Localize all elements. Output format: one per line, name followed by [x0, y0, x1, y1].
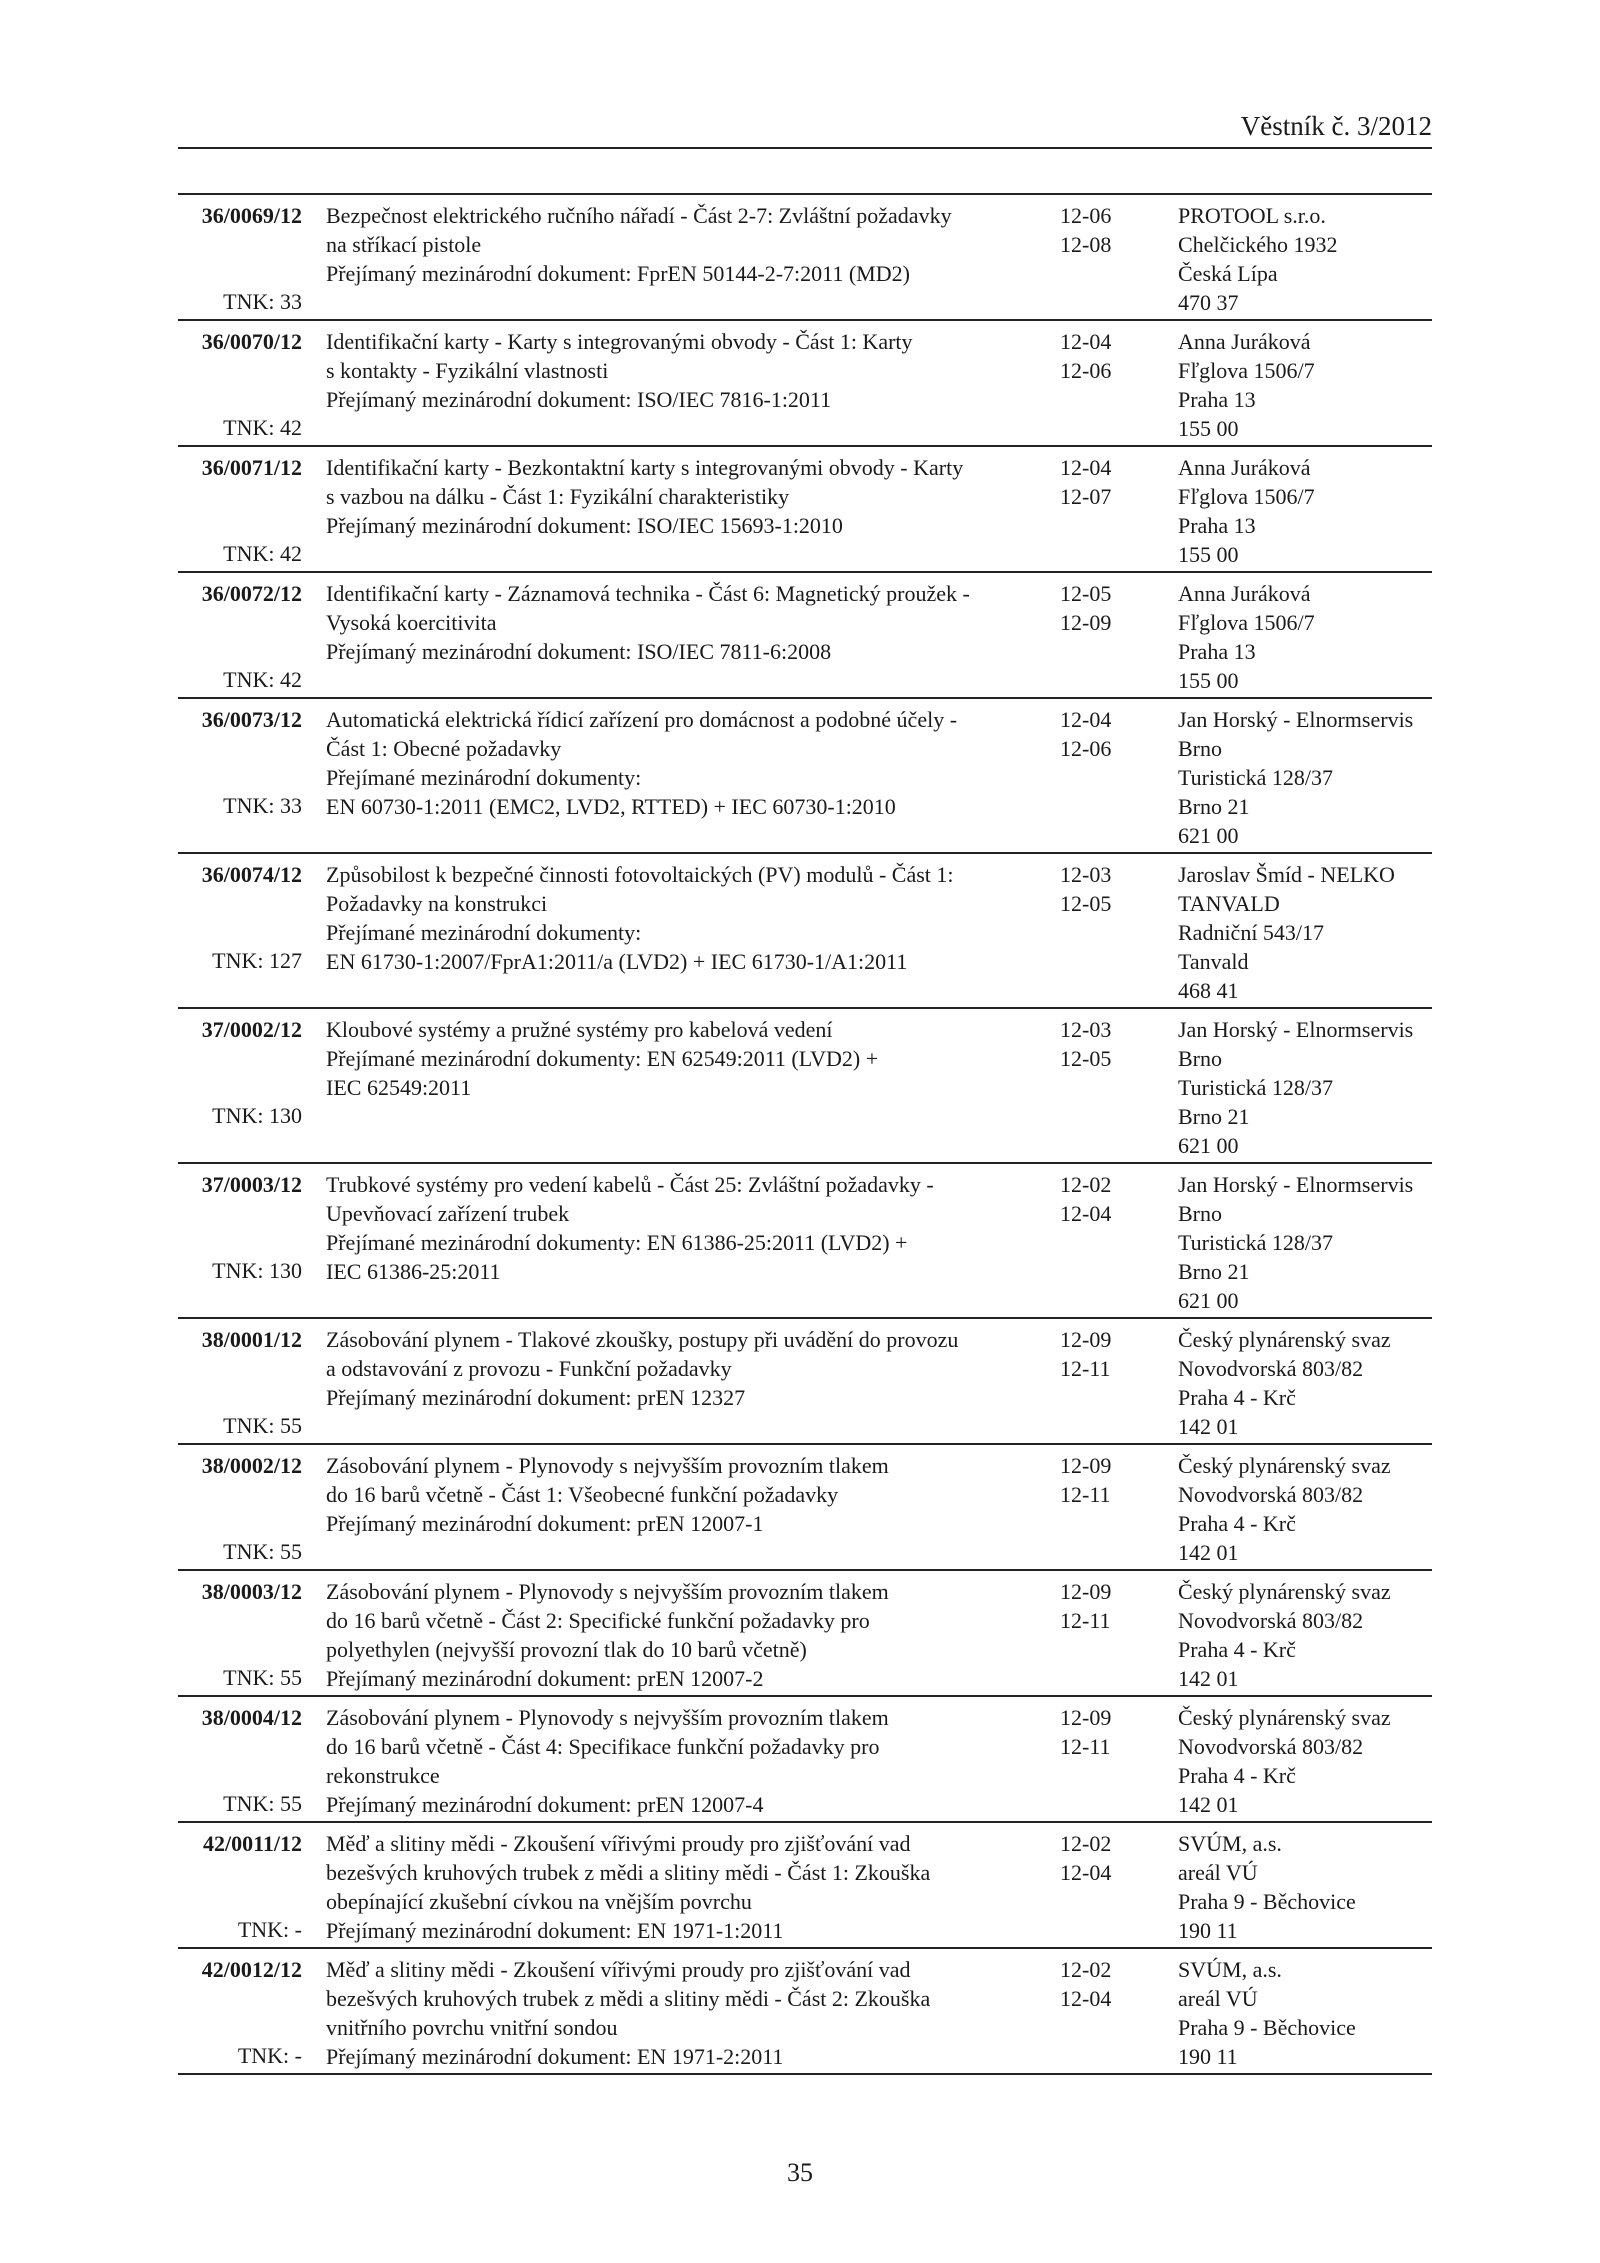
title-line: EN 60730-1:2011 (EMC2, LVD2, RTTED) + IEC 60730-1:2010 — [326, 794, 896, 819]
standard-title — [326, 453, 1066, 540]
tnk-label: TNK: - — [237, 1917, 302, 1942]
title-line: Přejímané mezinárodní dokumenty: — [326, 765, 642, 790]
contact-line: 621 00 — [1178, 1288, 1239, 1313]
standard-title — [326, 1829, 1066, 1945]
title-line: Zásobování plynem - Plynovody s nejvyšším provozním tlakem — [326, 1579, 889, 1604]
processor-contact — [1178, 705, 1432, 850]
date-line: 12-11 — [1060, 1734, 1111, 1759]
title-line: Zásobování plynem - Plynovody s nejvyšším provozním tlakem — [326, 1453, 889, 1478]
document-number: 38/0003/12 — [201, 1579, 302, 1604]
date-line: 12-04 — [1060, 707, 1112, 732]
title-line: Automatická elektrická řídicí zařízení pro domácnost a podobné účely - — [326, 707, 958, 732]
comment-dates — [1060, 1325, 1130, 1383]
standard-title — [326, 1170, 1066, 1286]
title-line: Přejímaný mezinárodní dokument: prEN 12007-1 — [326, 1511, 764, 1536]
standard-title — [326, 327, 1066, 414]
contact-line: PROTOOL s.r.o. — [1178, 203, 1326, 228]
contact-line: 155 00 — [1178, 542, 1239, 567]
date-line: 12-11 — [1060, 1608, 1111, 1633]
tnk-label: TNK: 130 — [212, 1103, 302, 1128]
document-number: 38/0001/12 — [201, 1327, 302, 1352]
table-row — [178, 1697, 1432, 1823]
contact-line: Turistická 128/37 — [1178, 1230, 1334, 1255]
tnk-label: TNK: - — [237, 2043, 302, 2068]
date-line: 12-09 — [1060, 1453, 1112, 1478]
contact-line: Fľglova 1506/7 — [1178, 358, 1315, 383]
date-line: 12-04 — [1060, 329, 1112, 354]
contact-line: 470 37 — [1178, 290, 1239, 315]
contact-line: Radniční 543/17 — [1178, 920, 1325, 945]
contact-line: Praha 13 — [1178, 639, 1256, 664]
title-line: Přejímaný mezinárodní dokument: prEN 12007-4 — [326, 1792, 764, 1817]
table-row — [178, 1164, 1432, 1319]
table-row — [178, 321, 1432, 447]
date-line: 12-08 — [1060, 232, 1112, 257]
document-number: 37/0003/12 — [201, 1172, 302, 1197]
journal-title: Věstník č. 3/2012 — [1240, 111, 1432, 141]
document-number: 36/0071/12 — [201, 455, 302, 480]
title-line: s vazbou na dálku - Část 1: Fyzikální charakteristiky — [326, 484, 790, 509]
date-line: 12-02 — [1060, 1831, 1112, 1856]
contact-line: Praha 4 - Krč — [1178, 1511, 1296, 1536]
comment-dates — [1060, 1015, 1130, 1073]
contact-line: Novodvorská 803/82 — [1178, 1482, 1364, 1507]
date-line: 12-06 — [1060, 203, 1112, 228]
comment-dates — [1060, 1451, 1130, 1509]
contact-line: Jan Horský - Elnormservis — [1178, 707, 1414, 732]
title-line: s kontakty - Fyzikální vlastnosti — [326, 358, 609, 383]
contact-line: 468 41 — [1178, 978, 1239, 1003]
comment-dates — [1060, 453, 1130, 511]
date-line: 12-03 — [1060, 862, 1112, 887]
date-line: 12-11 — [1060, 1482, 1111, 1507]
contact-line: Novodvorská 803/82 — [1178, 1356, 1364, 1381]
table-row — [178, 1319, 1432, 1445]
title-line: Přejímaný mezinárodní dokument: EN 1971-1:2011 — [326, 1918, 784, 1943]
date-line: 12-06 — [1060, 358, 1112, 383]
document-number: 36/0069/12 — [201, 203, 302, 228]
date-line: 12-04 — [1060, 1201, 1112, 1226]
processor-contact — [1178, 1703, 1432, 1819]
tnk-label: TNK: 55 — [223, 1791, 302, 1816]
standard-title — [326, 705, 1066, 821]
title-line: do 16 barů včetně - Část 4: Specifikace funkční požadavky pro — [326, 1734, 880, 1759]
title-line: a odstavování z provozu - Funkční požadavky — [326, 1356, 732, 1381]
contact-line: 155 00 — [1178, 668, 1239, 693]
document-number: 37/0002/12 — [201, 1017, 302, 1042]
contact-line: Brno — [1178, 1201, 1222, 1226]
table-row — [178, 1823, 1432, 1949]
title-line: Přejímaný mezinárodní dokument: EN 1971-2:2011 — [326, 2044, 784, 2069]
contact-line: Anna Juráková — [1178, 455, 1311, 480]
contact-line: Turistická 128/37 — [1178, 765, 1334, 790]
document-number: 36/0070/12 — [201, 329, 302, 354]
standard-title — [326, 579, 1066, 666]
contact-line: 190 11 — [1178, 2044, 1238, 2069]
contact-line: Praha 13 — [1178, 387, 1256, 412]
title-line: Přejímaný mezinárodní dokument: ISO/IEC 7816-1:2011 — [326, 387, 832, 412]
contact-line: Praha 4 - Krč — [1178, 1763, 1296, 1788]
date-line: 12-02 — [1060, 1957, 1112, 1982]
title-line: bezešvých kruhových trubek z mědi a slitiny mědi - Část 2: Zkouška — [326, 1986, 931, 2011]
date-line: 12-05 — [1060, 581, 1112, 606]
tnk-label: TNK: 55 — [223, 1539, 302, 1564]
title-line: polyethylen (nejvyšší provozní tlak do 10 barů včetně) — [326, 1637, 807, 1662]
title-line: Identifikační karty - Karty s integrovanými obvody - Část 1: Karty — [326, 329, 913, 354]
page-header — [178, 105, 1432, 149]
processor-contact — [1178, 327, 1432, 443]
date-line: 12-05 — [1060, 891, 1112, 916]
contact-line: Praha 4 - Krč — [1178, 1637, 1296, 1662]
processor-contact — [1178, 1170, 1432, 1315]
title-line: Přejímaný mezinárodní dokument: prEN 12007-2 — [326, 1666, 764, 1691]
date-line: 12-06 — [1060, 736, 1112, 761]
contact-line: Fľglova 1506/7 — [1178, 484, 1315, 509]
title-line: bezešvých kruhových trubek z mědi a slitiny mědi - Část 1: Zkouška — [326, 1860, 931, 1885]
contact-line: Praha 9 - Běchovice — [1178, 1889, 1356, 1914]
contact-line: Tanvald — [1178, 949, 1249, 974]
standard-title — [326, 1577, 1066, 1693]
processor-contact — [1178, 1451, 1432, 1567]
document-number: 36/0074/12 — [201, 862, 302, 887]
title-line: Bezpečnost elektrického ručního nářadí - Část 2-7: Zvláštní požadavky — [326, 203, 952, 228]
contact-line: Český plynárenský svaz — [1178, 1705, 1391, 1730]
contact-line: Fľglova 1506/7 — [1178, 610, 1315, 635]
date-line: 12-09 — [1060, 1705, 1112, 1730]
contact-line: Brno — [1178, 1046, 1222, 1071]
standard-title — [326, 860, 1066, 976]
title-line: na stříkací pistole — [326, 232, 482, 257]
standard-title — [326, 201, 1066, 288]
title-line: Identifikační karty - Záznamová technika - Část 6: Magnetický proužek - — [326, 581, 970, 606]
title-line: Část 1: Obecné požadavky — [326, 736, 562, 761]
contact-line: Brno — [1178, 736, 1222, 761]
document-number: 36/0072/12 — [201, 581, 302, 606]
comment-dates — [1060, 705, 1130, 763]
document-number: 38/0002/12 — [201, 1453, 302, 1478]
page-number: 35 — [787, 2158, 813, 2187]
contact-line: 190 11 — [1178, 1918, 1238, 1943]
title-line: Upevňovací zařízení trubek — [326, 1201, 570, 1226]
table-row — [178, 854, 1432, 1009]
table-row — [178, 699, 1432, 854]
tnk-label: TNK: 130 — [212, 1258, 302, 1283]
standard-title — [326, 1955, 1066, 2071]
processor-contact — [1178, 201, 1432, 317]
tnk-label: TNK: 55 — [223, 1665, 302, 1690]
title-line: Trubkové systémy pro vedení kabelů - Část 25: Zvláštní požadavky - — [326, 1172, 934, 1197]
table-row — [178, 195, 1432, 321]
date-line: 12-04 — [1060, 1860, 1112, 1885]
tnk-label: TNK: 42 — [223, 667, 302, 692]
date-line: 12-09 — [1060, 610, 1112, 635]
contact-line: Anna Juráková — [1178, 329, 1311, 354]
table-row — [178, 447, 1432, 573]
title-line: rekonstrukce — [326, 1763, 440, 1788]
contact-line: Novodvorská 803/82 — [1178, 1734, 1364, 1759]
date-line: 12-05 — [1060, 1046, 1112, 1071]
contact-line: Česká Lípa — [1178, 261, 1278, 286]
contact-line: SVÚM, a.s. — [1178, 1831, 1282, 1856]
contact-line: 142 01 — [1178, 1792, 1239, 1817]
title-line: do 16 barů včetně - Část 2: Specifické funkční požadavky pro — [326, 1608, 870, 1633]
contact-line: Turistická 128/37 — [1178, 1075, 1334, 1100]
date-line: 12-07 — [1060, 484, 1112, 509]
contact-line: Český plynárenský svaz — [1178, 1579, 1391, 1604]
processor-contact — [1178, 579, 1432, 695]
contact-line: Anna Juráková — [1178, 581, 1311, 606]
title-line: Přejímaný mezinárodní dokument: ISO/IEC 7811-6:2008 — [326, 639, 832, 664]
contact-line: 142 01 — [1178, 1414, 1239, 1439]
contact-line: TANVALD — [1178, 891, 1280, 916]
title-line: Přejímaný mezinárodní dokument: prEN 12327 — [326, 1385, 746, 1410]
contact-line: Český plynárenský svaz — [1178, 1453, 1391, 1478]
title-line: Měď a slitiny mědi - Zkoušení vířivými proudy pro zjišťování vad — [326, 1831, 911, 1856]
contact-line: 155 00 — [1178, 416, 1239, 441]
contact-line: Jan Horský - Elnormservis — [1178, 1017, 1414, 1042]
contact-line: Jan Horský - Elnormservis — [1178, 1172, 1414, 1197]
date-line: 12-02 — [1060, 1172, 1112, 1197]
title-line: EN 61730-1:2007/FprA1:2011/a (LVD2) + IEC 61730-1/A1:2011 — [326, 949, 908, 974]
comment-dates — [1060, 1829, 1130, 1887]
processor-contact — [1178, 1829, 1432, 1945]
processor-contact — [1178, 453, 1432, 569]
contact-line: 142 01 — [1178, 1666, 1239, 1691]
table-row — [178, 1571, 1432, 1697]
tnk-label: TNK: 55 — [223, 1413, 302, 1438]
processor-contact — [1178, 1015, 1432, 1160]
processor-contact — [1178, 1325, 1432, 1441]
title-line: Vysoká koercitivita — [326, 610, 497, 635]
processor-contact — [1178, 860, 1432, 1005]
comment-dates — [1060, 579, 1130, 637]
title-line: Přejímané mezinárodní dokumenty: — [326, 920, 642, 945]
tnk-label: TNK: 42 — [223, 415, 302, 440]
comment-dates — [1060, 327, 1130, 385]
contact-line: Brno 21 — [1178, 1104, 1250, 1129]
contact-line: Novodvorská 803/82 — [1178, 1608, 1364, 1633]
title-line: Zásobování plynem - Plynovody s nejvyšším provozním tlakem — [326, 1705, 889, 1730]
standard-title — [326, 1703, 1066, 1819]
document-number: 38/0004/12 — [201, 1705, 302, 1730]
standard-title — [326, 1325, 1066, 1412]
title-line: do 16 barů včetně - Část 1: Všeobecné funkční požadavky — [326, 1482, 839, 1507]
standard-title — [326, 1015, 1066, 1102]
standard-title — [326, 1451, 1066, 1538]
table-row — [178, 1445, 1432, 1571]
title-line: Přejímané mezinárodní dokumenty: EN 62549:2011 (LVD2) + — [326, 1046, 879, 1071]
title-line: Požadavky na konstrukci — [326, 891, 548, 916]
comment-dates — [1060, 201, 1130, 259]
date-line: 12-09 — [1060, 1327, 1112, 1352]
table-row — [178, 1949, 1432, 2075]
standards-table — [178, 193, 1432, 2075]
title-line: Měď a slitiny mědi - Zkoušení vířivými proudy pro zjišťování vad — [326, 1957, 911, 1982]
title-line: obepínající zkušební cívkou na vnějším povrchu — [326, 1889, 752, 1914]
contact-line: Jaroslav Šmíd - NELKO — [1178, 862, 1395, 887]
comment-dates — [1060, 1170, 1130, 1228]
comment-dates — [1060, 1703, 1130, 1761]
tnk-label: TNK: 33 — [223, 289, 302, 314]
contact-line: SVÚM, a.s. — [1178, 1957, 1282, 1982]
contact-line: 621 00 — [1178, 823, 1239, 848]
contact-line: Chelčického 1932 — [1178, 232, 1338, 257]
table-row — [178, 1009, 1432, 1164]
date-line: 12-03 — [1060, 1017, 1112, 1042]
processor-contact — [1178, 1577, 1432, 1693]
title-line: Způsobilost k bezpečné činnosti fotovoltaických (PV) modulů - Část 1: — [326, 862, 954, 887]
date-line: 12-04 — [1060, 455, 1112, 480]
title-line: vnitřního povrchu vnitřní sondou — [326, 2015, 618, 2040]
comment-dates — [1060, 860, 1130, 918]
comment-dates — [1060, 1577, 1130, 1635]
contact-line: 621 00 — [1178, 1133, 1239, 1158]
document-number: 36/0073/12 — [201, 707, 302, 732]
title-line: Identifikační karty - Bezkontaktní karty s integrovanými obvody - Karty — [326, 455, 964, 480]
processor-contact — [1178, 1955, 1432, 2071]
contact-line: areál VÚ — [1178, 1986, 1258, 2011]
document-number: 42/0011/12 — [202, 1831, 302, 1856]
title-line: IEC 62549:2011 — [326, 1075, 472, 1100]
title-line: IEC 61386-25:2011 — [326, 1259, 501, 1284]
tnk-label: TNK: 33 — [223, 793, 302, 818]
date-line: 12-04 — [1060, 1986, 1112, 2011]
document-number: 42/0012/12 — [201, 1957, 302, 1982]
title-line: Přejímaný mezinárodní dokument: FprEN 50144-2-7:2011 (MD2) — [326, 261, 910, 286]
title-line: Přejímaný mezinárodní dokument: ISO/IEC 15693-1:2010 — [326, 513, 843, 538]
contact-line: Praha 13 — [1178, 513, 1256, 538]
table-row — [178, 573, 1432, 699]
title-line: Kloubové systémy a pružné systémy pro kabelová vedení — [326, 1017, 833, 1042]
contact-line: areál VÚ — [1178, 1860, 1258, 1885]
contact-line: Český plynárenský svaz — [1178, 1327, 1391, 1352]
title-line: Přejímané mezinárodní dokumenty: EN 61386-25:2011 (LVD2) + — [326, 1230, 908, 1255]
comment-dates — [1060, 1955, 1130, 2013]
contact-line: Brno 21 — [1178, 794, 1250, 819]
contact-line: Brno 21 — [1178, 1259, 1250, 1284]
contact-line: Praha 4 - Krč — [1178, 1385, 1296, 1410]
tnk-label: TNK: 42 — [223, 541, 302, 566]
title-line: Zásobování plynem - Tlakové zkoušky, postupy při uvádění do provozu — [326, 1327, 959, 1352]
date-line: 12-11 — [1060, 1356, 1111, 1381]
tnk-label: TNK: 127 — [212, 948, 302, 973]
date-line: 12-09 — [1060, 1579, 1112, 1604]
contact-line: 142 01 — [1178, 1540, 1239, 1565]
contact-line: Praha 9 - Běchovice — [1178, 2015, 1356, 2040]
